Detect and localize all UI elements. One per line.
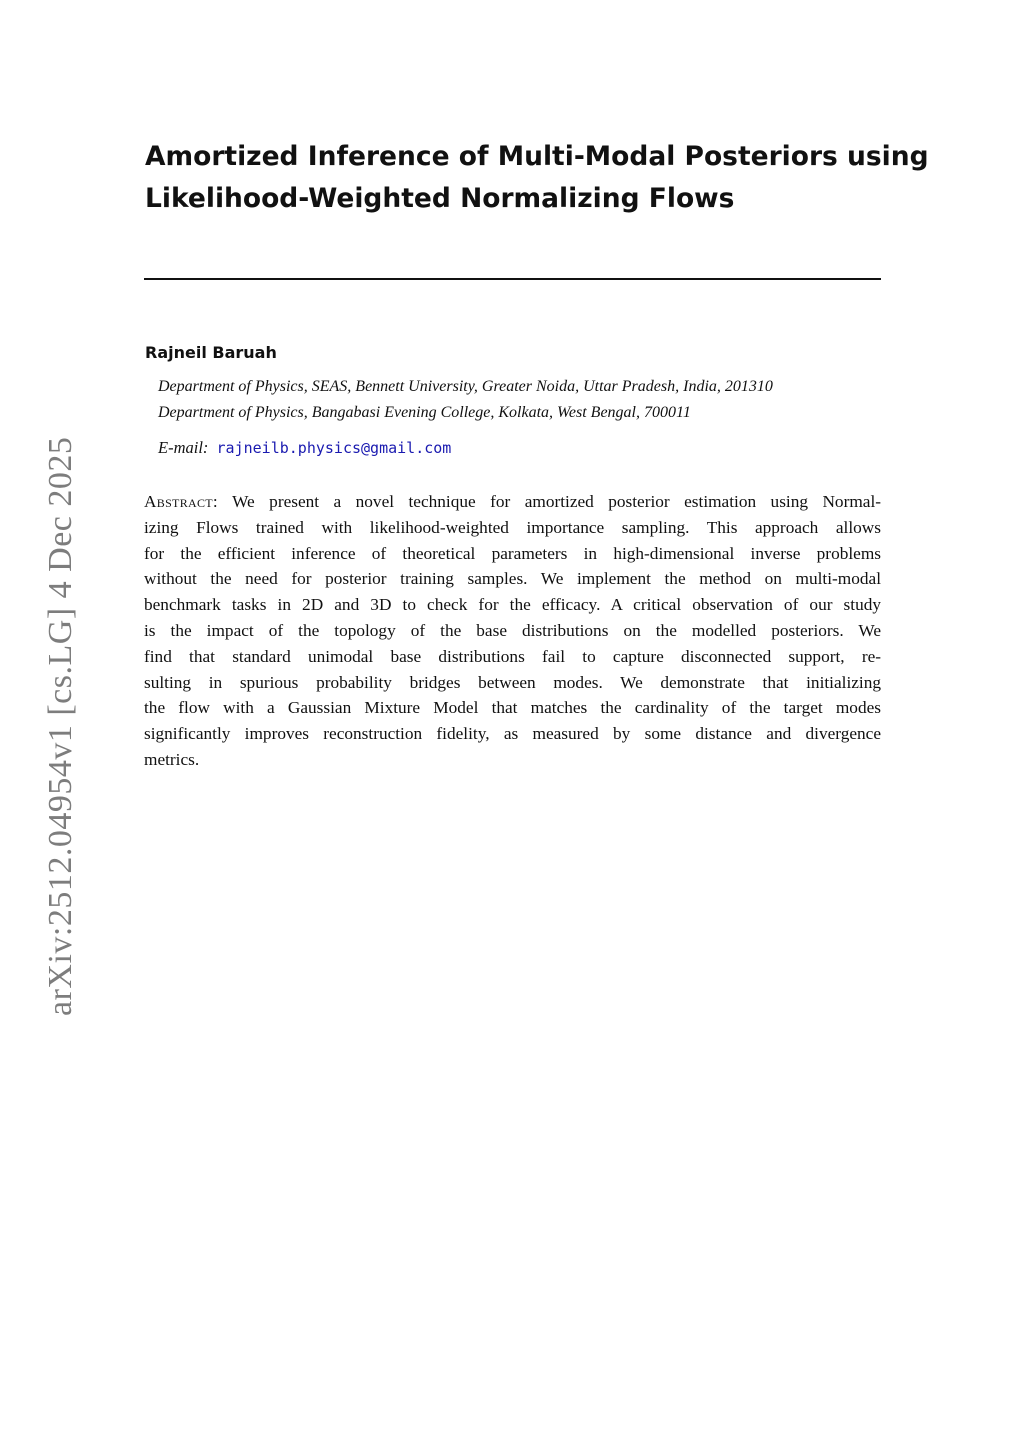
affiliation-1: Department of Physics, SEAS, Bennett University, Greater Noida, Uttar Pradesh, India, 201310 xyxy=(158,378,773,395)
abstract-line: the flow with a Gaussian Mixture Model that matches the cardinality of the target modes xyxy=(144,698,881,718)
abstract-line: for the efficient inference of theoretical parameters in high-dimensional inverse problems xyxy=(144,543,881,563)
abstract-line: metrics. xyxy=(144,749,200,769)
abstract-line: without the need for posterior training samples. We implement the method on multi-modal xyxy=(144,569,881,589)
abstract-line: izing Flows trained with likelihood-weighted importance sampling. This approach allows xyxy=(144,517,881,537)
email-link[interactable]: rajneilb.physics@gmail.com xyxy=(216,439,452,457)
abstract-line-text: We present a novel technique for amortized posterior estimation using Normal- xyxy=(218,492,881,511)
paper-title-line-1: Amortized Inference of Multi-Modal Posteriors using xyxy=(145,141,929,172)
email-label: E-mail: xyxy=(158,438,209,457)
abstract-line xyxy=(144,489,881,515)
affiliation-2: Department of Physics, Bangabasi Evening College, Kolkata, West Bengal, 700011 xyxy=(158,404,691,421)
title-divider xyxy=(144,278,881,280)
paper-title xyxy=(145,136,929,220)
author-email-row xyxy=(158,438,451,458)
author-name: Rajneil Baruah xyxy=(145,343,277,362)
abstract-line: significantly improves reconstruction fidelity, as measured by some distance and divergence xyxy=(144,724,881,744)
paper-title-line-2: Likelihood-Weighted Normalizing Flows xyxy=(145,183,735,214)
abstract-heading: Abstract: xyxy=(144,492,218,511)
abstract xyxy=(144,489,881,773)
abstract-line: is the impact of the topology of the base distributions on the modelled posteriors. We xyxy=(144,620,881,640)
abstract-line: sulting in spurious probability bridges between modes. We demonstrate that initializing xyxy=(144,672,881,692)
abstract-line: find that standard unimodal base distributions fail to capture disconnected support, re- xyxy=(144,646,881,666)
arxiv-identifier-stamp: arXiv:2512.04954v1 [cs.LG] 4 Dec 2025 xyxy=(42,436,79,1016)
abstract-line: benchmark tasks in 2D and 3D to check for the efficacy. A critical observation of our study xyxy=(144,595,881,615)
